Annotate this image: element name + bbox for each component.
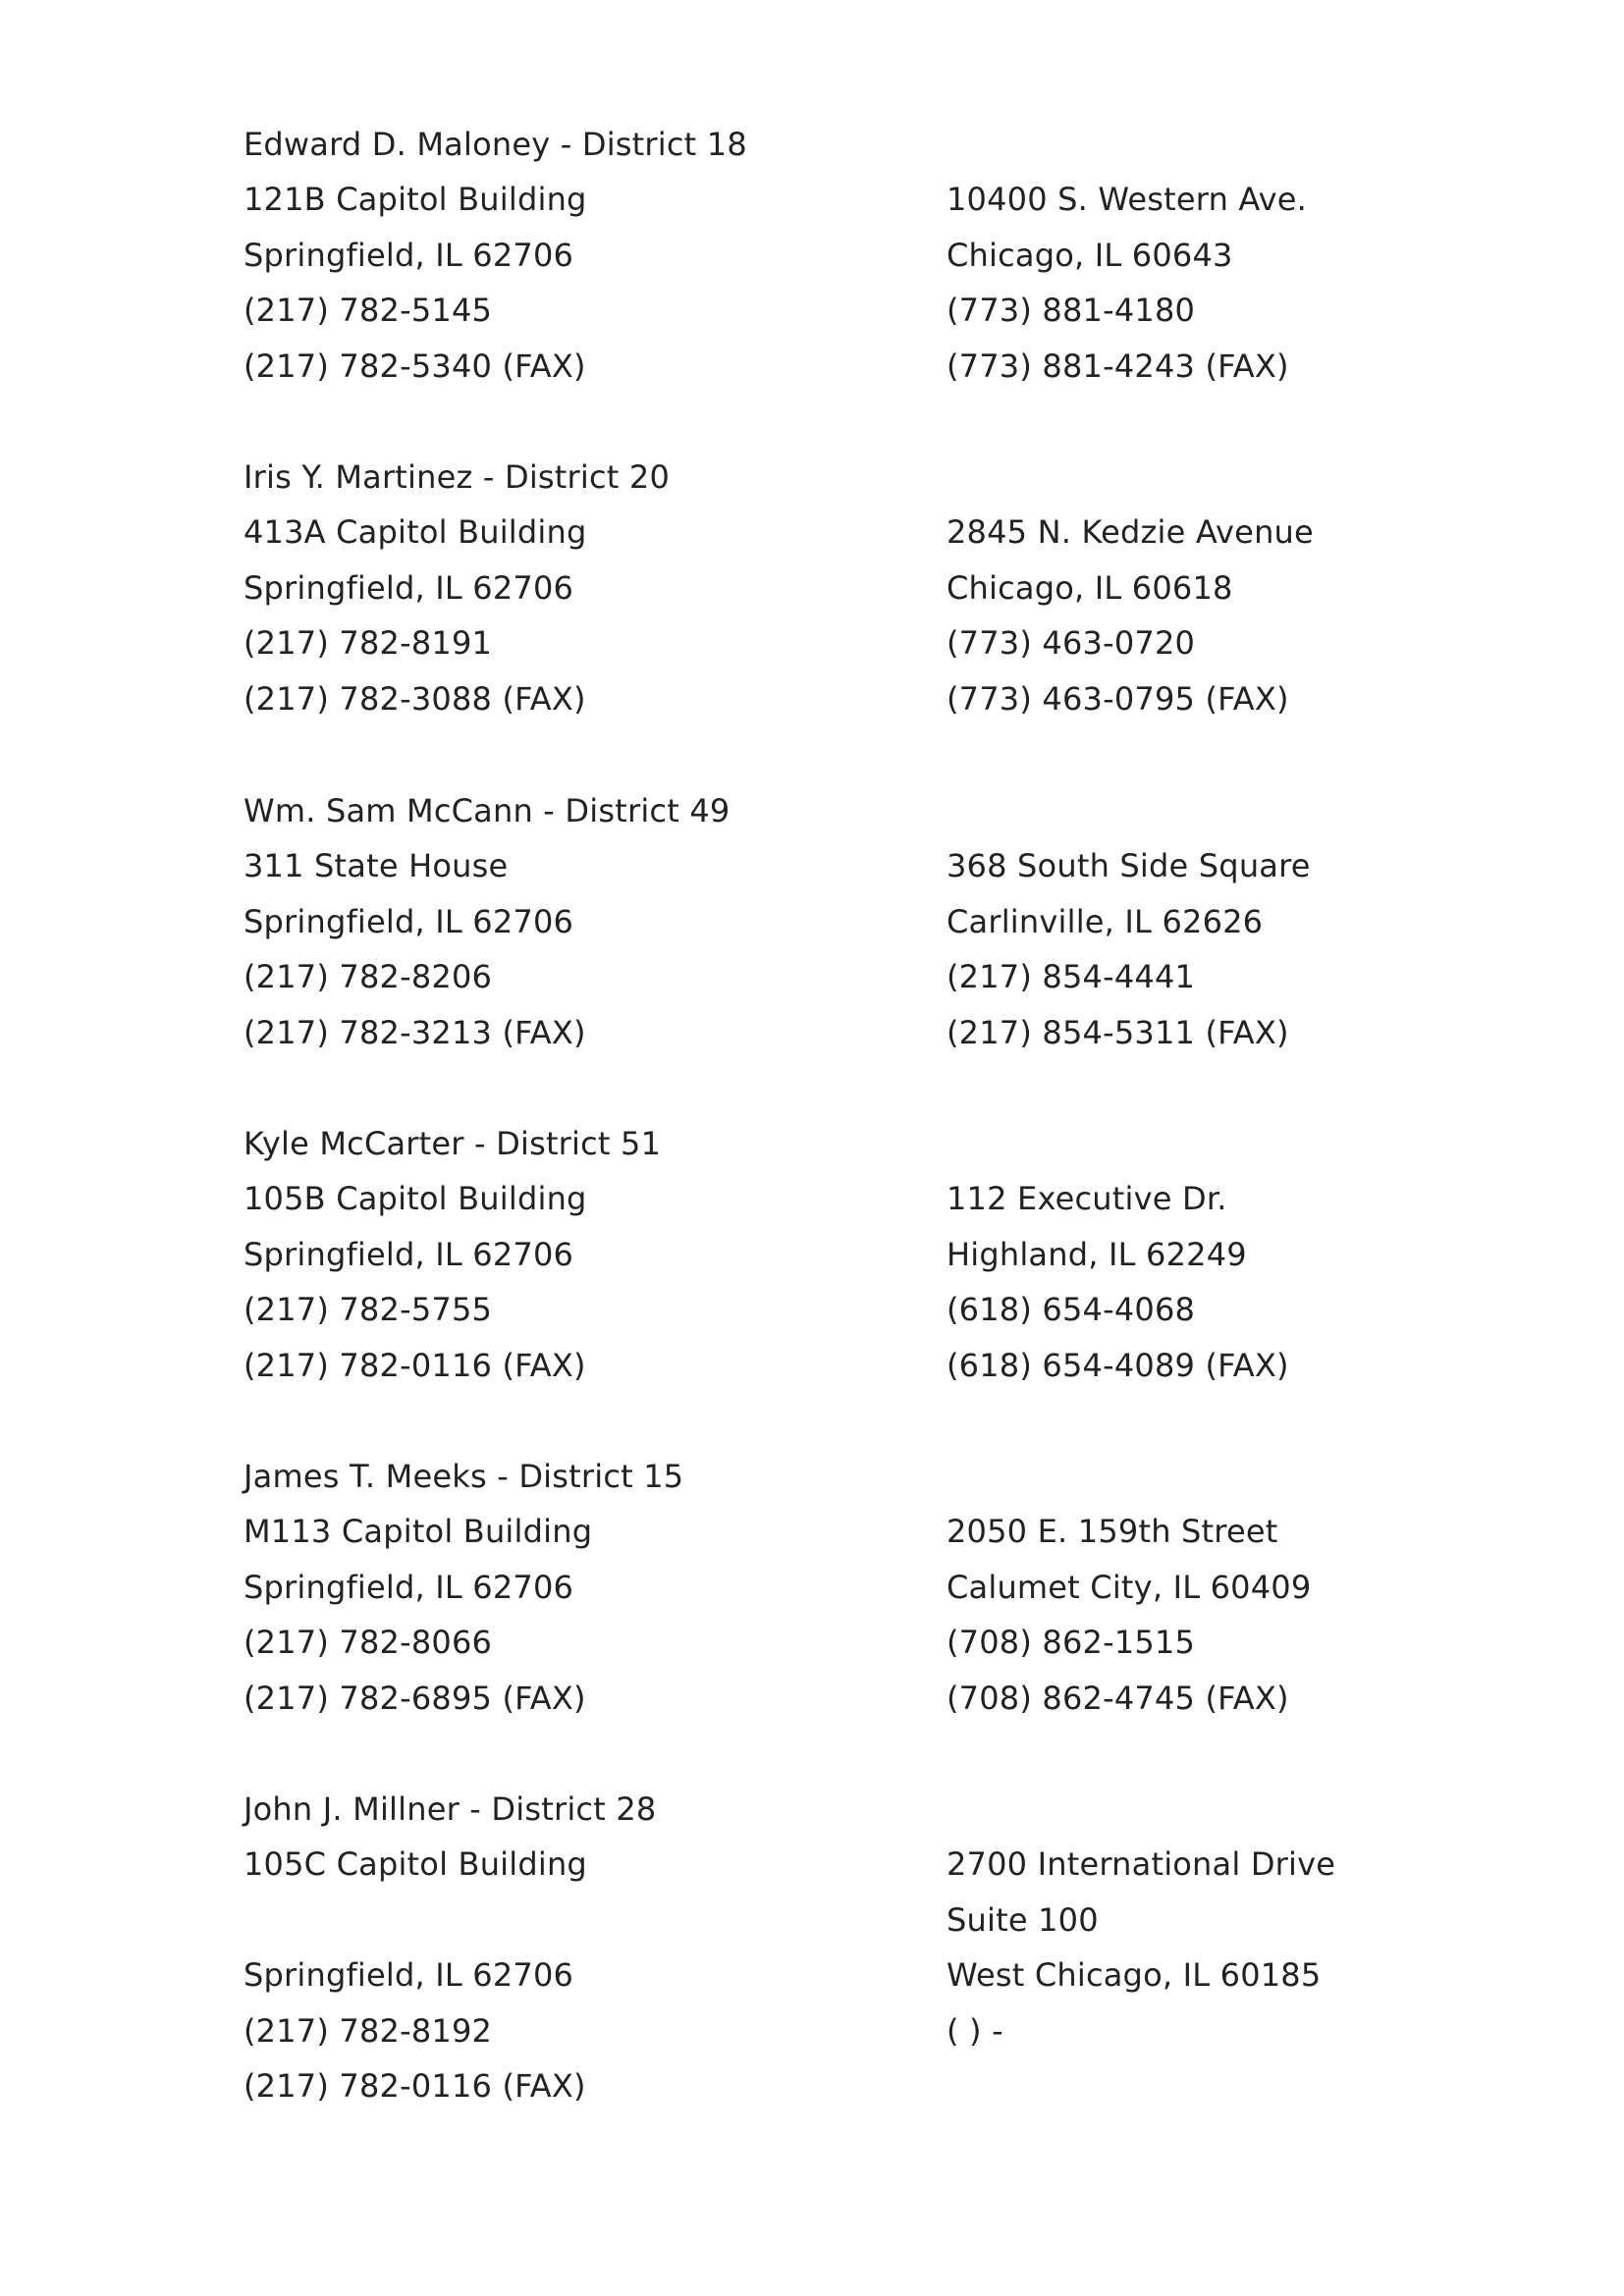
senator-heading: Kyle McCarter - District 51 — [244, 1125, 662, 1162]
capitol-city-line: Springfield, IL 62706 — [244, 903, 574, 940]
district-city-line: Calumet City, IL 60409 — [947, 1569, 1312, 1606]
district-address-line: 2845 N. Kedzie Avenue — [947, 513, 1314, 551]
capitol-office-line: 311 State House — [244, 847, 509, 884]
capitol-phone: (217) 782-8206 — [244, 958, 493, 995]
capitol-office-line: 413A Capitol Building — [244, 513, 587, 551]
senator-heading: Wm. Sam McCann - District 49 — [244, 792, 731, 829]
capitol-city-line: Springfield, IL 62706 — [244, 1569, 574, 1606]
district-address-line: 10400 S. Western Ave. — [947, 181, 1308, 218]
district-city-line: Highland, IL 62249 — [947, 1236, 1247, 1273]
district-fax: (217) 854-5311 (FAX) — [947, 1014, 1289, 1051]
district-fax: (773) 881-4243 (FAX) — [947, 347, 1289, 385]
district-phone: (773) 881-4180 — [947, 292, 1196, 329]
capitol-phone: (217) 782-8066 — [244, 1624, 493, 1661]
capitol-fax: (217) 782-0116 (FAX) — [244, 2067, 586, 2105]
capitol-city-line: Springfield, IL 62706 — [244, 1236, 574, 1273]
capitol-city-line: Springfield, IL 62706 — [244, 1956, 574, 1994]
district-fax: (708) 862-4745 (FAX) — [947, 1680, 1289, 1717]
capitol-fax: (217) 782-6895 (FAX) — [244, 1680, 586, 1717]
district-address-line: 2700 International Drive — [947, 1845, 1336, 1883]
district-city-line: Chicago, IL 60643 — [947, 237, 1233, 274]
district-phone: (773) 463-0720 — [947, 624, 1196, 662]
senator-heading: James T. Meeks - District 15 — [244, 1458, 684, 1495]
capitol-fax: (217) 782-5340 (FAX) — [244, 347, 586, 385]
senator-heading: John J. Millner - District 28 — [244, 1790, 657, 1828]
district-city-line: West Chicago, IL 60185 — [947, 1956, 1322, 1994]
district-fax: (618) 654-4089 (FAX) — [947, 1347, 1289, 1384]
capitol-phone: (217) 782-8191 — [244, 624, 493, 662]
senator-heading: Iris Y. Martinez - District 20 — [244, 458, 671, 496]
capitol-office-line: 105B Capitol Building — [244, 1180, 587, 1217]
capitol-fax: (217) 782-0116 (FAX) — [244, 1347, 586, 1384]
capitol-office-line: M113 Capitol Building — [244, 1513, 593, 1550]
capitol-phone: (217) 782-5755 — [244, 1291, 493, 1328]
capitol-fax: (217) 782-3088 (FAX) — [244, 680, 586, 718]
district-suite-line: Suite 100 — [947, 1901, 1099, 1939]
district-phone: ( ) - — [947, 2012, 1003, 2050]
district-address-line: 112 Executive Dr. — [947, 1180, 1227, 1217]
district-phone: (618) 654-4068 — [947, 1291, 1196, 1328]
capitol-phone: (217) 782-5145 — [244, 292, 493, 329]
capitol-city-line: Springfield, IL 62706 — [244, 569, 574, 607]
capitol-office-line: 105C Capitol Building — [244, 1845, 587, 1883]
district-fax: (773) 463-0795 (FAX) — [947, 680, 1289, 718]
district-city-line: Chicago, IL 60618 — [947, 569, 1233, 607]
capitol-office-line: 121B Capitol Building — [244, 181, 587, 218]
capitol-city-line: Springfield, IL 62706 — [244, 237, 574, 274]
district-phone: (217) 854-4441 — [947, 958, 1196, 995]
senator-heading: Edward D. Maloney - District 18 — [244, 126, 747, 163]
capitol-fax: (217) 782-3213 (FAX) — [244, 1014, 586, 1051]
district-city-line: Carlinville, IL 62626 — [947, 903, 1264, 940]
district-address-line: 368 South Side Square — [947, 847, 1311, 884]
district-address-line: 2050 E. 159th Street — [947, 1513, 1278, 1550]
district-phone: (708) 862-1515 — [947, 1624, 1196, 1661]
capitol-phone: (217) 782-8192 — [244, 2012, 493, 2050]
